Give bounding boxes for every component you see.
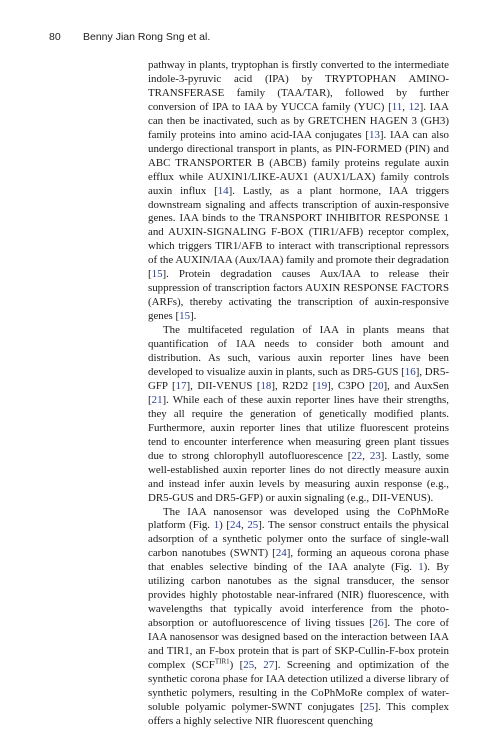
text-run: pathway in plants, tryptophan is firstly converted to the intermediate indole-3-pyruvic acid (IPA) by TRYPTOPHAN AMINO-TRANSFERASE family (TAA/TAR), followed by further conversion of IPA to IAA by YUCCA family (YUC) [	[148, 59, 449, 113]
citation-link[interactable]: 17	[175, 379, 187, 392]
text-run: ]. The core of IAA nanosensor was designed based on the interaction between IAA and TIR1, an F-box protein that is part of SKP-Cullin-F-box protein complex (SCF	[148, 617, 449, 671]
citation-link[interactable]: 16	[404, 365, 416, 378]
citation-link[interactable]: 19	[316, 379, 328, 392]
paragraph	[148, 506, 449, 729]
paragraph	[148, 324, 449, 505]
body-text	[148, 59, 449, 729]
citation-link[interactable]: 23	[369, 449, 381, 462]
text-run: ]. Lastly, some well-established auxin reporter lines do not directly measure auxin and instead infer auxin levels by measuring auxin response (e.g., DR5-GUS and DR5-GFP) or auxin signaling (e.g., DII-VENUS).	[148, 449, 449, 504]
text-run: ). By utilizing carbon nanotubes as the signal transducer, the sensor provides highly photostable near-infrared (NIR) fluorescence, with wavelengths that typically avoid interference from the photo-absorption or autofluorescence of living tissues [	[148, 561, 449, 630]
citation-link[interactable]: 11	[391, 100, 403, 113]
citation-link[interactable]: 20	[372, 379, 384, 392]
citation-link[interactable]: 25	[243, 658, 255, 671]
text-run: ].	[190, 310, 197, 323]
text-run: ,	[240, 519, 248, 532]
text-run: ], DII-VENUS [	[186, 379, 261, 392]
page-number: 80	[49, 31, 61, 43]
text-run: ]. The sensor construct entails the physical adsorption of a synthetic polymer onto the surface of single-wall carbon nanotubes (SWNT) [	[148, 519, 449, 560]
citation-link[interactable]: 27	[263, 658, 275, 671]
citation-link[interactable]: 13	[369, 128, 380, 141]
running-head-authors: Benny Jian Rong Sng et al.	[83, 31, 211, 43]
text-run: ]. IAA can also undergo directional transport in plants, as PIN-FORMED (PIN) and ABC TRANSPORTER B (ABCB) family proteins regulate auxin efflux while AUXIN1/LIKE-AUX1 (AUX1/LAX) family controls auxin influx [	[148, 128, 449, 197]
citation-link[interactable]: 1	[418, 561, 424, 574]
text-run: ]. Screening and optimization of the synthetic corona phase for IAA detection utilized a diverse library of synthetic polymers, resulting in the CoPhMoRe complex of water-soluble polyamic polymer-SWNT conjugates [	[148, 658, 449, 713]
citation-link[interactable]: 18	[260, 379, 272, 392]
citation-link[interactable]: 26	[372, 617, 384, 630]
citation-link[interactable]: 1	[213, 519, 220, 532]
text-run: ,	[254, 658, 264, 671]
citation-link[interactable]: 12	[408, 100, 420, 113]
text-run: ]. While each of these auxin reporter lines have their strengths, they all require the generation of genetically modified plants. Furthermore, auxin reporter lines that utilize fluorescent proteins tend to encounter interference when measuring green plant tissues due to strong chlorophyll autofluorescence [	[148, 393, 449, 462]
citation-link[interactable]: 22	[351, 449, 363, 462]
running-header	[49, 31, 210, 43]
citation-link[interactable]: 15	[151, 268, 163, 281]
text-run: ], forming an aqueous corona phase that enables selective binding of the IAA analyte (Fig.	[148, 547, 449, 574]
text-run: The multifaceted regulation of IAA in plants means that quantification of IAA needs to consider both amount and distribution. As such, various auxin reporter lines have been developed to visualize auxin in plants, such as DR5-GUS [	[148, 324, 449, 378]
citation-link[interactable]: 14	[217, 184, 229, 197]
citation-link[interactable]: 25	[247, 519, 259, 532]
text-run: ]. This complex offers a highly selective NIR fluorescent quenching	[148, 700, 449, 727]
text-run: ]. Lastly, as a plant hormone, IAA triggers downstream signaling and affects transcription of auxin-responsive genes. IAA binds to the TRANSPORT INHIBITOR RESPONSE 1 and AUXIN-SIGNALING F-BOX (TIR1/AFB) receptor complex, which triggers TIR1/AFB to interact with transcriptional repressors of the AUXIN/IAA (Aux/IAA) family and promote their degradation [	[148, 184, 449, 281]
paragraph	[148, 59, 449, 324]
text-run: ,	[362, 449, 370, 462]
text-run: The IAA nanosensor was developed using the CoPhMoRe platform (Fig.	[148, 505, 449, 532]
text-run: ]. Protein degradation causes Aux/IAA to release their suppression of transcription factors AUXIN RESPONSE FACTORS (ARFs), thereby activating the transcription of auxin-responsive genes [	[148, 268, 449, 323]
text-run: ]. IAA can then be inactivated, such as by GRETCHEN HAGEN 3 (GH3) family proteins into amino acid-IAA conjugates [	[148, 100, 449, 141]
citation-link[interactable]: 24	[275, 547, 287, 560]
citation-link[interactable]: 21	[151, 393, 163, 406]
citation-link[interactable]: 15	[179, 310, 191, 323]
text-run: ,	[402, 100, 409, 113]
text-run: ) [	[229, 658, 244, 671]
text-run: ], C3PO [	[327, 379, 373, 392]
citation-link[interactable]: 24	[230, 519, 241, 532]
text-run: ) [	[219, 519, 231, 532]
superscript: TIR1	[214, 657, 230, 666]
citation-link[interactable]: 25	[363, 700, 375, 713]
text-run: ], R2D2 [	[271, 379, 317, 392]
text-run: ], DR5-GFP [	[148, 365, 449, 392]
text-run: ], and AuxSen [	[148, 379, 449, 406]
